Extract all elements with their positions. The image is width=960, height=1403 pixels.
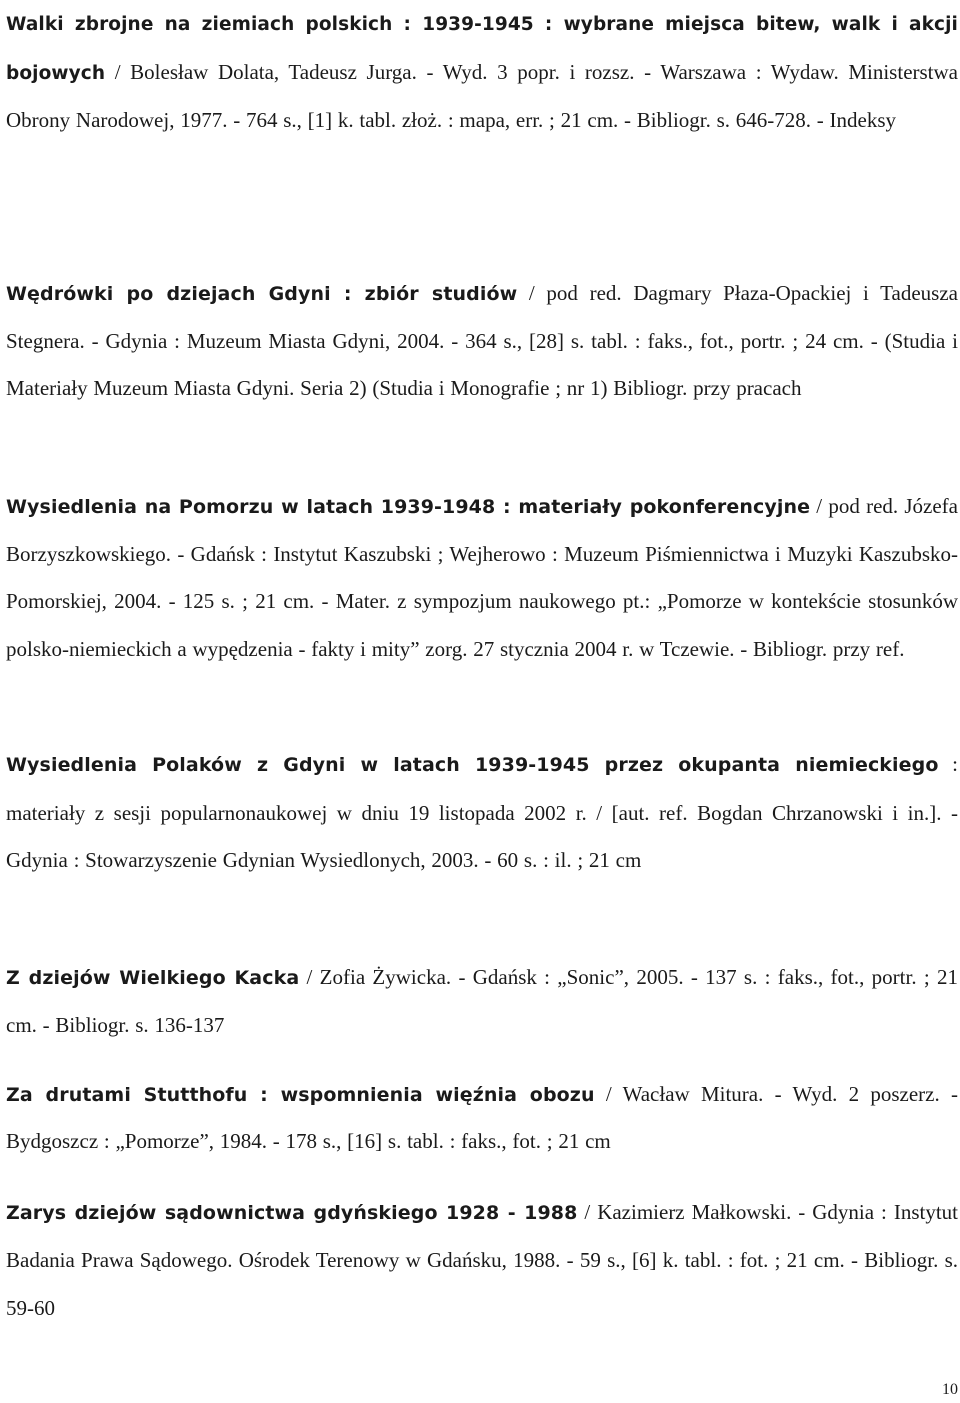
bibliography-entry xyxy=(6,741,958,885)
bibliography-entry xyxy=(6,1071,958,1164)
entry-title: Z dziejów Wielkiego Kacka xyxy=(6,967,300,989)
entry-title: Zarys dziejów sądownictwa gdyńskiego 1928 - 1988 xyxy=(6,1202,578,1224)
entry-description: / pod red. Dagmary Płaza-Opackiej i Tadeusza Stegnera. - Gdynia : Muzeum Miasta Gdyni, 2004. - 364 s., [28] s. tabl. : faks., fot., portr. ; 24 cm. - (Studia i Materiały Muzeum Miasta Gdyni. Seria 2) (Studia i Monografie ; nr 1) Bibliogr. przy pracach xyxy=(6,281,958,400)
entry-description: : materiały z sesji popularnonaukowej w dniu 19 listopada 2002 r. / [aut. ref. Bogdan Chrzanowski i in.]. - Gdynia : Stowarzyszenie Gdynian Wysiedlonych, 2003. - 60 s. : il. ; 21 cm xyxy=(6,752,958,872)
bibliography-entry xyxy=(6,954,958,1049)
entry-description: / Bolesław Dolata, Tadeusz Jurga. - Wyd. 3 popr. i rozsz. - Warszawa : Wydaw. Ministerstwa Obrony Narodowej, 1977. - 764 s., [1] k. tabl. złoż. : mapa, err. ; 21 cm. - Bibliogr. s. 646-728. - Indeksy xyxy=(6,59,958,133)
entry-description: / Zofia Żywicka. - Gdańsk : „Sonic”, 2005. - 137 s. : faks., fot., portr. ; 21 cm. - Bibliogr. s. 136-137 xyxy=(6,965,958,1037)
entry-description: / pod red. Józefa Borzyszkowskiego. - Gdańsk : Instytut Kaszubski ; Wejherowo : Muzeum Piśmiennictwa i Muzyki Kaszubsko-Pomorskiej, 2004. - 125 s. ; 21 cm. - Mater. z sympozjum naukowego pt.: „Pomorze w kontekście stosunków polsko-niemieckich a wypędzenia - fakty i mity” zorg. 27 stycznia 2004 r. w Tczewie. - Bibliogr. przy ref. xyxy=(6,494,959,661)
entry-title: Walki zbrojne na ziemiach polskich : 1939-1945 : wybrane miejsca bitew, walk i akcji bojowych xyxy=(6,14,958,84)
bibliography-entry xyxy=(6,1189,958,1332)
entry-description: / Wacław Mitura. - Wyd. 2 poszerz. -Bydgoszcz : „Pomorze”, 1984. - 178 s., [16] s. tabl. : faks., fot. ; 21 cm xyxy=(6,1082,958,1153)
entry-title: Za drutami Stutthofu : wspomnienia więźnia obozu xyxy=(6,1084,595,1106)
entry-description: / Kazimierz Małkowski. - Gdynia : Instytut Badania Prawa Sądowego. Ośrodek Terenowy w Gdańsku, 1988. - 59 s., [6] k. tabl. : fot. ; 21 cm. - Bibliogr. s. 59-60 xyxy=(6,1200,958,1320)
entry-title: Wędrówki po dziejach Gdyni : zbiór studiów xyxy=(6,283,518,305)
bibliography-entry xyxy=(6,483,958,673)
page-number: 10 xyxy=(942,1381,958,1398)
entry-title: Wysiedlenia na Pomorzu w latach 1939-1948 : materiały pokonferencyjne xyxy=(6,496,811,518)
bibliography-entry xyxy=(6,0,958,145)
entry-title: Wysiedlenia Polaków z Gdyni w latach 1939-1945 przez okupanta niemieckiego xyxy=(6,754,939,776)
bibliography-entry xyxy=(6,270,958,411)
